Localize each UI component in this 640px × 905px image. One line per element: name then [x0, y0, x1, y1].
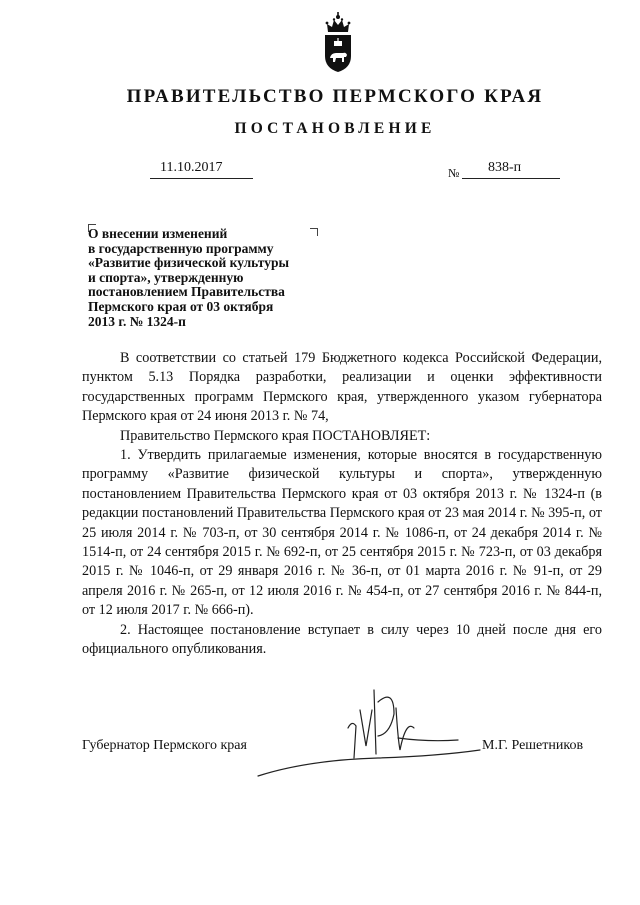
subject-line: постановлением Правительства — [88, 284, 285, 300]
subject-line: и спорта», утвержденную — [88, 269, 244, 285]
document-type: ПОСТАНОВЛЕНИЕ — [234, 120, 436, 137]
body-paragraph-item-2: 2. Настоящее постановление вступает в силу через 10 дней после дня его официального опубликования. — [82, 621, 602, 658]
signatory-title: Губернатор Пермского края — [82, 738, 247, 753]
body-paragraph-resolves: Правительство Пермского края ПОСТАНОВЛЯЕТ: — [120, 427, 431, 444]
document-date: 11.10.2017 — [160, 160, 223, 175]
date-underline — [150, 178, 253, 179]
body-paragraph-preamble: В соответствии со статьей 179 Бюджетного кодекса Российской Федерации, пунктом 5.13 Порядка разработки, реализации и оценки эффективности государственных программ Пермского края, утвержденного указом губернатора Пермского края от 24 июня 2013 г. № 74, — [82, 350, 602, 425]
document-subject — [88, 227, 318, 329]
body-paragraph-item-1: 1. Утвердить прилагаемые изменения, которые вносятся в государственную программу «Развитие физической культуры и спорта», утвержденную постановлением Правительства Пермского края от 03 октября 2013 г. № 1324-п (в редакции постановлений Правительства Пермского края от 23 мая 2014 г. № 395-п, от 25 июля 2014 г. № 703-п, от 30 сентября 2014 г. № 1086-п, от 24 декабря 2014 г. № 1514-п, от 24 сентября 2015 г. № 692-п, от 25 сентября 2015 г. № 723-п, от 03 декабря 2015 г. № 1046-п, от 29 января 2016 г. № 36-п, от 01 марта 2016 г. № 91-п, от 29 апреля 2016 г. № 265-п, от 12 июля 2016 г. № 454-п, от 27 сентября 2016 г. № 844-п, от 12 июля 2017 г. № 666-п). — [82, 447, 602, 619]
subject-line: в государственную программу — [88, 240, 274, 256]
signatory-name: М.Г. Решетников — [482, 738, 584, 753]
handwritten-signature — [248, 680, 488, 780]
coat-of-arms-emblem — [322, 10, 354, 74]
subject-line: Пермского края от 03 октября — [88, 298, 274, 314]
subject-line: О внесении изменений — [88, 226, 228, 241]
subject-line: «Развитие физической культуры — [88, 255, 290, 271]
number-sign: № — [448, 166, 460, 180]
document-number: 838-п — [488, 160, 522, 175]
org-title: ПРАВИТЕЛЬСТВО ПЕРМСКОГО КРАЯ — [126, 86, 544, 107]
subject-line: 2013 г. № 1324-п — [88, 313, 186, 329]
document-body — [82, 349, 602, 660]
number-underline — [462, 178, 560, 179]
